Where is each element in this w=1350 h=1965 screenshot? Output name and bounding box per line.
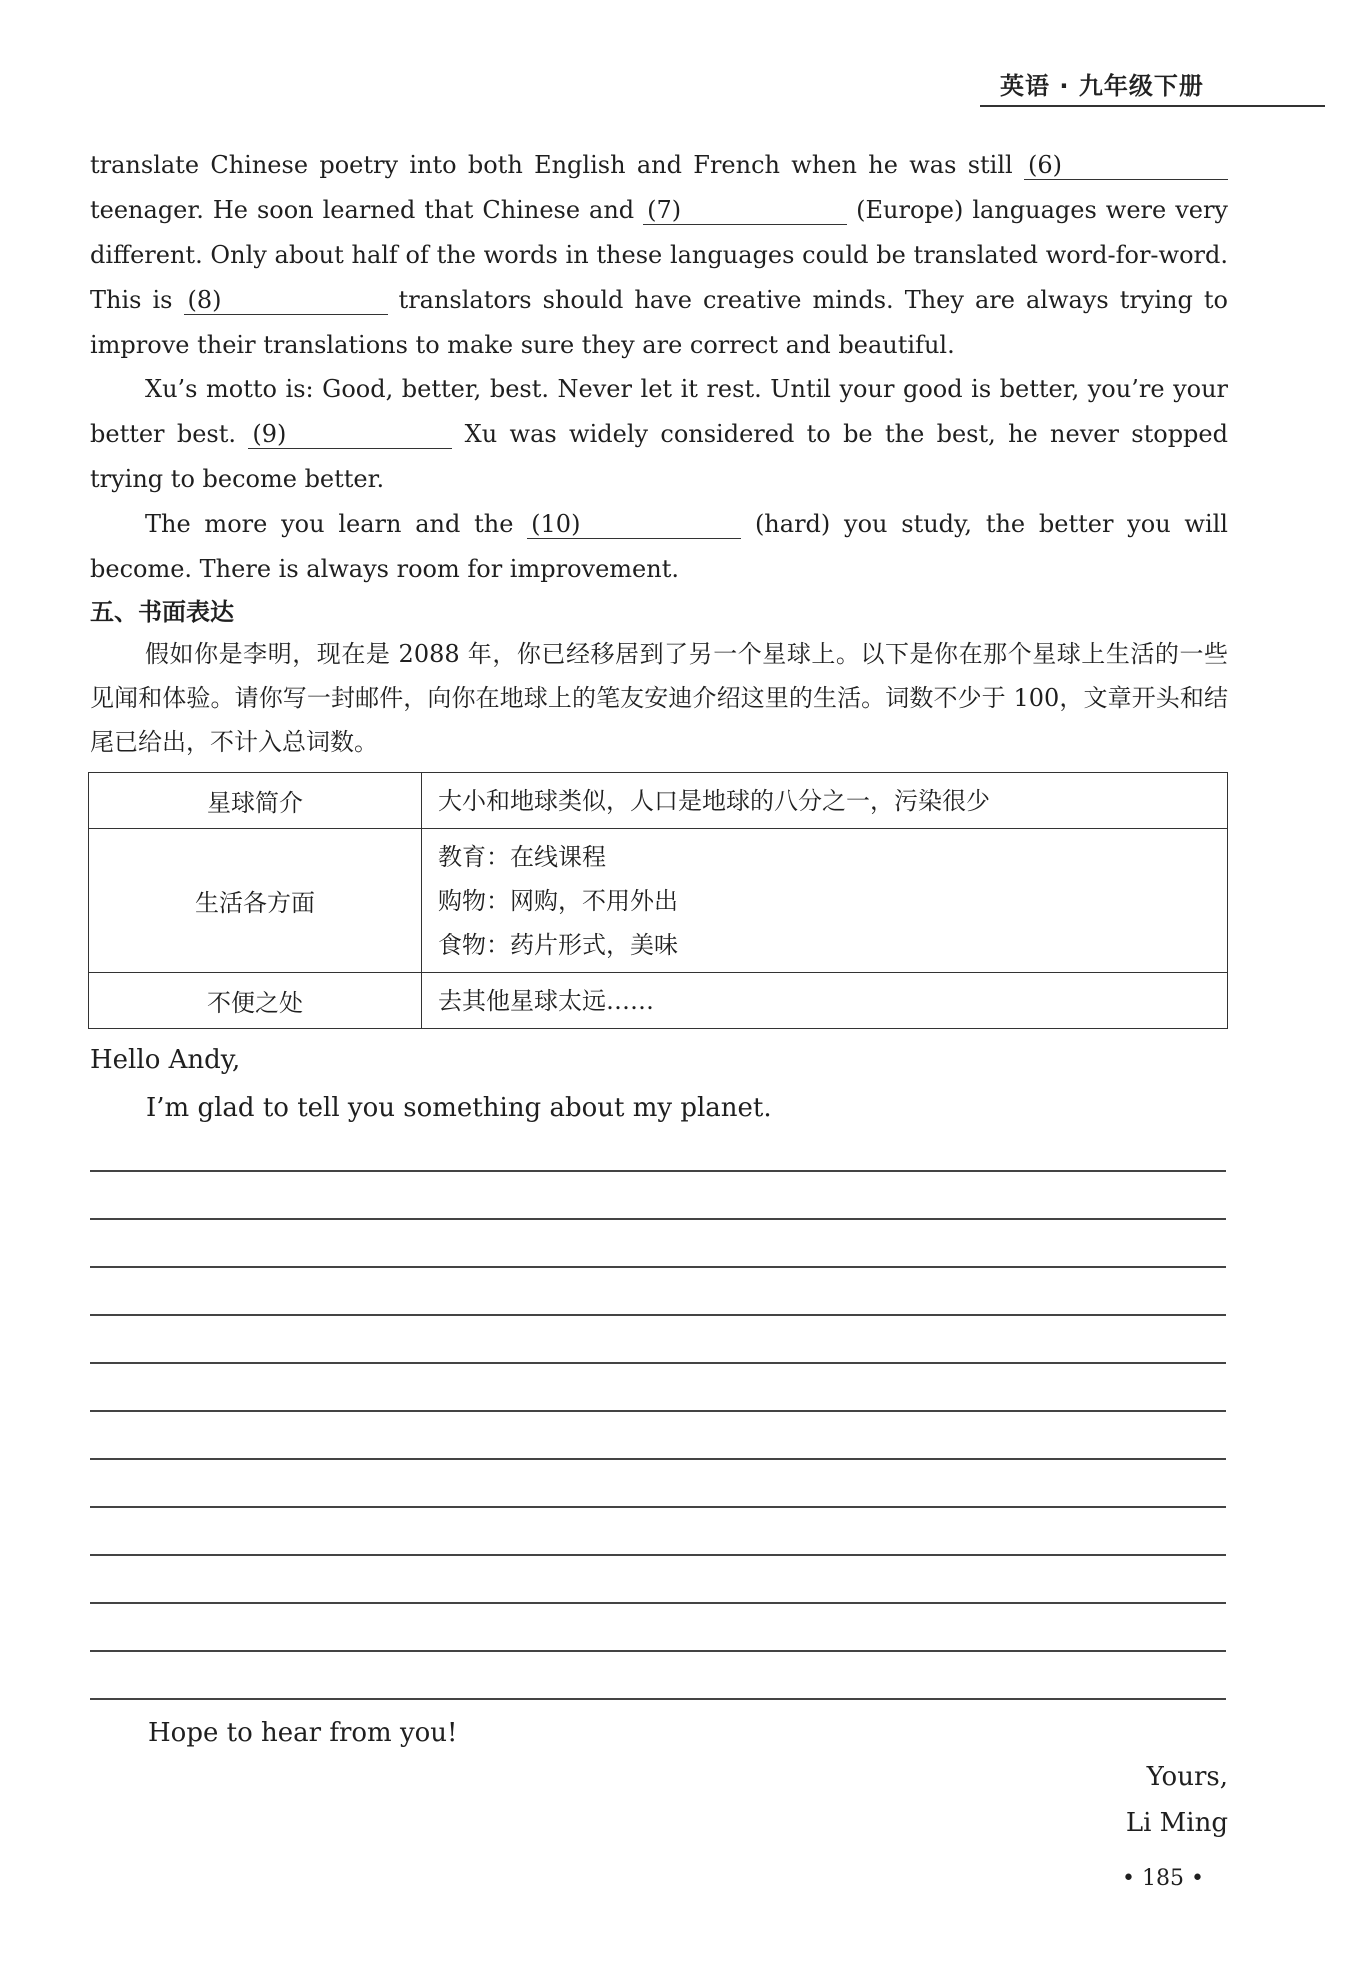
table-row: [89, 973, 1228, 1029]
blank-6[interactable]: (6): [1024, 151, 1228, 180]
letter-signature: Li Ming: [1125, 1808, 1228, 1838]
row-value: 去其他星球太远……: [422, 973, 1228, 1029]
planet-info-table: [88, 772, 1228, 1029]
letter-greeting: Hello Andy,: [90, 1045, 241, 1075]
writing-line: [90, 1314, 1226, 1316]
writing-line: [90, 1506, 1226, 1508]
life-line-shopping: 购物：网购，不用外出: [438, 886, 678, 915]
blank-8[interactable]: (8): [184, 286, 388, 315]
writing-line: [90, 1458, 1226, 1460]
header-rule: [980, 105, 1325, 107]
passage-paragraph-1: [90, 143, 1228, 368]
row-label: 不便之处: [89, 973, 422, 1029]
blank-9[interactable]: (9): [248, 420, 452, 449]
letter-opening: I’m glad to tell you something about my planet.: [146, 1093, 772, 1123]
header-title: 英语 · 九年级下册: [1000, 72, 1204, 100]
passage-text: teenager. He soon learned that Chinese and: [90, 196, 644, 224]
writing-line: [90, 1602, 1226, 1604]
row-value: 大小和地球类似，人口是地球的八分之一，污染很少: [422, 773, 1228, 829]
life-line-education: 教育：在线课程: [438, 842, 606, 871]
passage-text: translate Chinese poetry into both English and French when he was still: [90, 151, 1024, 179]
passage-text: Xu was widely considered to be the best, he never stopped trying to become better.: [90, 420, 1228, 493]
passage-text: (hard) you study, the better you will become. There is always room for improvement.: [90, 510, 1228, 583]
writing-line: [90, 1266, 1226, 1268]
passage-paragraph-2: [90, 367, 1228, 502]
passage-text: The more you learn and the: [145, 510, 528, 538]
blank-7[interactable]: (7): [643, 196, 847, 225]
row-value: [422, 829, 1228, 973]
page-number: • 185 •: [1122, 1866, 1204, 1891]
writing-line: [90, 1554, 1226, 1556]
writing-instruction: 假如你是李明，现在是 2088 年，你已经移居到了另一个星球上。以下是你在那个星球上生活的一些见闻和体验。请你写一封邮件，向你在地球上的笔友安迪介绍这里的生活。词数不少于 100，文章开头和结尾已给出，不计入总词数。: [90, 640, 1228, 756]
passage-text: Xu’s motto is: Good, better, best. Never let it rest. Until your good is better, you’re your better best.: [90, 375, 1228, 448]
writing-line: [90, 1170, 1226, 1172]
writing-line: [90, 1362, 1226, 1364]
writing-line: [90, 1698, 1226, 1700]
letter-closing: Hope to hear from you!: [148, 1718, 458, 1748]
life-line-food: 食物：药片形式，美味: [438, 930, 678, 959]
row-label: 星球简介: [89, 773, 422, 829]
writing-line: [90, 1218, 1226, 1220]
table-row: [89, 773, 1228, 829]
table-row: [89, 829, 1228, 973]
section-title: 五、书面表达: [90, 598, 234, 626]
passage-paragraph-3: [90, 502, 1228, 592]
writing-line: [90, 1650, 1226, 1652]
writing-line: [90, 1410, 1226, 1412]
passage-text: translators should have creative minds. They are always trying to improve their translations to make sure they are correct and beautiful.: [90, 286, 1228, 359]
row-label: 生活各方面: [89, 829, 422, 973]
letter-signoff: Yours,: [1146, 1762, 1228, 1792]
blank-10[interactable]: (10): [527, 510, 741, 539]
passage-text: (Europe) languages were very different. Only about half of the words in these languages could be translated word-for-word. This is: [90, 196, 1228, 314]
